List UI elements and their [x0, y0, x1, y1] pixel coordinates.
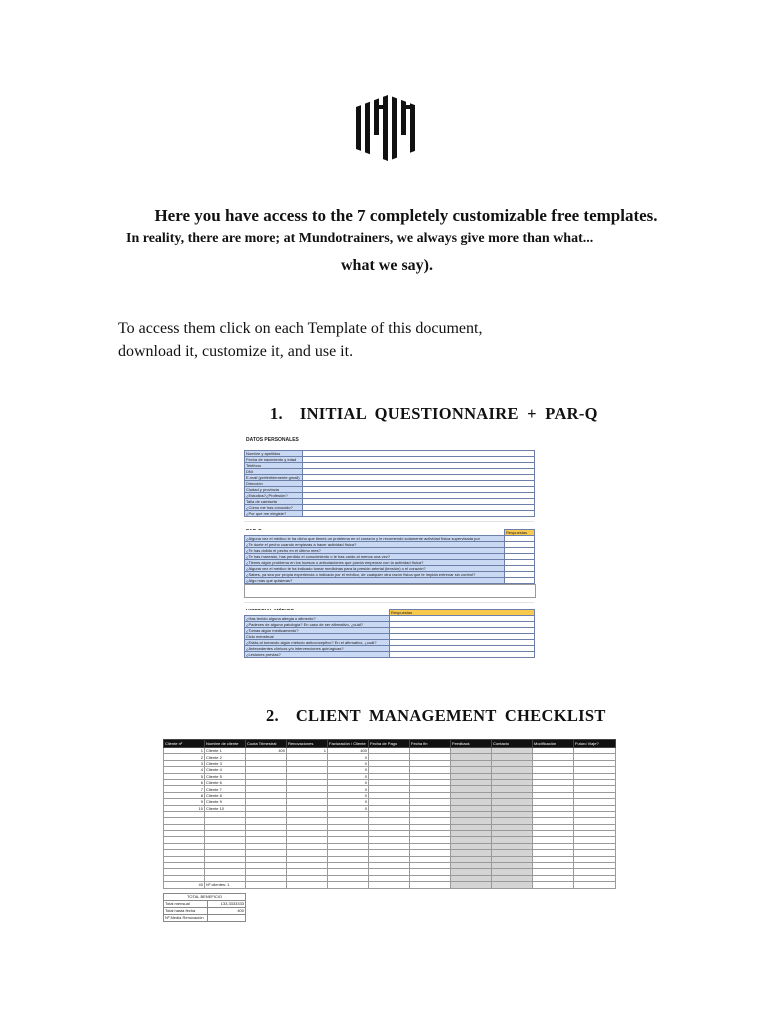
template-heading-2[interactable]	[266, 706, 606, 726]
column-header: Futuro Viaje?	[574, 740, 616, 748]
table-cell: 1	[287, 748, 328, 754]
question-label: ¿Te duele el pecho cuando empiezas a hacer actividad física?	[245, 542, 505, 548]
question-label: ¿Te has mareado, has perdido el conocimiento o te has caído al menos una vez?	[245, 554, 505, 560]
question-label: ¿Estás al tomando algún método anticonceptivo? En el afirmativo, ¿cuál?	[245, 640, 390, 646]
personal-data-title: DATOS PERSONALES	[246, 437, 299, 443]
table-cell: 0	[328, 767, 369, 773]
answer-cell	[505, 578, 535, 584]
question-label: ¿Sabes, ya sea por propia experiencia o indicado por el médico, de cualquier otra razón física que te impida entrenar sin control?	[245, 572, 505, 578]
field-label: ¿Por qué me elegiste?	[245, 511, 303, 517]
table-cell: 4	[164, 767, 205, 773]
initial-questionnaire-template-preview[interactable]	[244, 435, 534, 661]
parq-table	[244, 529, 535, 584]
table-cell: 10	[164, 805, 205, 811]
table-row	[245, 578, 535, 584]
table-cell: Cliente 10	[205, 805, 246, 811]
benefit-label: Total mensual	[164, 901, 208, 908]
table-cell: 40	[164, 882, 205, 888]
table-cell: 0	[328, 760, 369, 766]
template-number: 1.	[270, 404, 283, 423]
table-cell: Cliente 9	[205, 799, 246, 805]
table-row	[164, 915, 246, 922]
table-cell	[328, 882, 369, 888]
column-header: Fecha de Pago	[369, 740, 410, 748]
question-label: ¿Tomas algún medicamento?	[245, 628, 390, 634]
table-cell	[533, 882, 574, 888]
table-cell	[492, 882, 533, 888]
parq-notes-box	[244, 584, 536, 598]
table-cell	[369, 882, 410, 888]
question-label: ¿Antecedentes clínicos y/o intervenciones quirúrgicas?	[245, 646, 390, 652]
template-title: CLIENT MANAGEMENT CHECKLIST	[295, 706, 606, 725]
table-cell: Cliente 2	[205, 754, 246, 760]
table-cell: 5	[164, 773, 205, 779]
answers-header: Respuestas	[505, 530, 535, 536]
intro-line-2: In reality, there are more; at Mundotrainers, we always give more than what...	[126, 231, 594, 246]
table-cell	[574, 882, 616, 888]
column-header: Facturación / Cliente	[328, 740, 369, 748]
table-cell: 0	[328, 792, 369, 798]
table-cell: 0	[328, 786, 369, 792]
column-header: Nombre de cliente	[205, 740, 246, 748]
table-cell: 0	[328, 779, 369, 785]
template-heading-1[interactable]	[270, 404, 598, 424]
total-row	[164, 882, 616, 888]
table-cell: 8	[164, 792, 205, 798]
benefit-label: Nº Media Renovación	[164, 915, 208, 922]
column-header: Cuota Trimestral	[246, 740, 287, 748]
field-label: Ciudad y provincia	[245, 487, 303, 493]
question-label: ¿Padeces de alguna patología? En caso de ser afirmativo, ¿cuál?	[245, 622, 390, 628]
template-title: INITIAL QUESTIONNAIRE + PAR-Q	[299, 404, 598, 423]
table-cell: Cliente 3	[205, 760, 246, 766]
benefit-value: 133,3333333	[208, 901, 246, 908]
mundotrainers-logo	[356, 95, 420, 161]
table-cell: Cliente 7	[205, 786, 246, 792]
table-cell: 2	[164, 754, 205, 760]
client-management-table	[163, 739, 616, 889]
table-row	[245, 511, 535, 517]
question-label: ¿Has tenido alguna alergia o alimento?	[245, 616, 390, 622]
field-label: Dirección	[245, 481, 303, 487]
grid-line	[244, 602, 534, 603]
column-header: Fecha fin	[410, 740, 451, 748]
client-management-template-preview[interactable]	[163, 739, 615, 888]
question-label: ¿Alguna vez el médico te ha indicado tomar medicinas para la presión arterial (tensión) o el corazón?	[245, 566, 505, 572]
personal-data-table	[244, 450, 535, 517]
question-label: ¿Alguna vez el médico le ha dicho que tienes un problema en el corazón y le recomendó solamente actividad física supervisada por	[245, 536, 505, 542]
benefit-label: Total hasta fecha	[164, 908, 208, 915]
table-row	[164, 908, 246, 915]
field-label: E-mail (preferiblemente gmail)	[245, 475, 303, 481]
access-line-2: download it, customize it, and use it.	[118, 343, 354, 360]
column-header: Renovaciones	[287, 740, 328, 748]
column-header: Feedback	[451, 740, 492, 748]
medical-history-table	[244, 609, 535, 658]
total-benefit-title: TOTAL BENEFICIO	[164, 894, 246, 901]
table-cell: 400	[246, 748, 287, 754]
table-cell: 6	[164, 779, 205, 785]
benefit-value	[208, 915, 246, 922]
table-cell: 0	[328, 754, 369, 760]
table-cell: 0	[328, 799, 369, 805]
question-label: Ciclo menstrual	[245, 634, 390, 640]
table-cell: 3	[164, 760, 205, 766]
question-label: ¿Tienes algún problema en los huesos o articulaciones que pueda empeorar con la actividad física?	[245, 560, 505, 566]
table-cell	[410, 882, 451, 888]
table-cell: Cliente 8	[205, 792, 246, 798]
table-cell	[451, 882, 492, 888]
field-label: Teléfono	[245, 463, 303, 469]
table-cell: 7	[164, 786, 205, 792]
field-label: ¿Cómo me has conocido?	[245, 505, 303, 511]
question-label: ¿Algo más que quisieras?	[245, 578, 505, 584]
table-cell	[287, 882, 328, 888]
column-header: Contacto	[492, 740, 533, 748]
column-header: Cliente nº	[164, 740, 205, 748]
column-header: Modificación	[533, 740, 574, 748]
table-cell: 1	[164, 748, 205, 754]
field-value	[303, 511, 535, 517]
table-row	[164, 901, 246, 908]
field-label: ¿Estudios?¿Profesión?	[245, 493, 303, 499]
template-number: 2.	[266, 706, 279, 725]
answer-cell	[390, 652, 535, 658]
table-cell: 400	[328, 748, 369, 754]
grid-line	[244, 521, 534, 522]
question-label: ¿Lesiones previas?	[245, 652, 390, 658]
table-cell	[246, 882, 287, 888]
access-line-1: To access them click on each Template of this document,	[118, 320, 483, 337]
answers-header: Respuestas	[390, 610, 535, 616]
table-cell: 0	[328, 773, 369, 779]
field-label: Talla de camiseta	[245, 499, 303, 505]
field-label: DNI	[245, 469, 303, 475]
field-label: Fecha de nacimiento y edad	[245, 457, 303, 463]
total-benefit-table	[163, 893, 246, 922]
question-label: ¿Te has dolido el pecho en el último mes?	[245, 548, 505, 554]
access-instructions	[118, 317, 482, 363]
table-cell: Nº clientes: 1	[205, 882, 246, 888]
table-header-row	[164, 894, 246, 901]
table-cell: Cliente 5	[205, 773, 246, 779]
intro-line-1: Here you have access to the 7 completely customizable free templates.	[154, 206, 658, 225]
table-cell: Cliente 4	[205, 767, 246, 773]
benefit-value: 400	[208, 908, 246, 915]
intro-line-3: what we say).	[341, 257, 433, 274]
table-cell: Cliente 6	[205, 779, 246, 785]
field-label: Nombre y apellidos	[245, 451, 303, 457]
table-cell: 9	[164, 799, 205, 805]
table-cell: Cliente 1	[205, 748, 246, 754]
table-row	[245, 652, 535, 658]
total-benefit-preview[interactable]	[163, 893, 245, 922]
table-cell: 0	[328, 805, 369, 811]
